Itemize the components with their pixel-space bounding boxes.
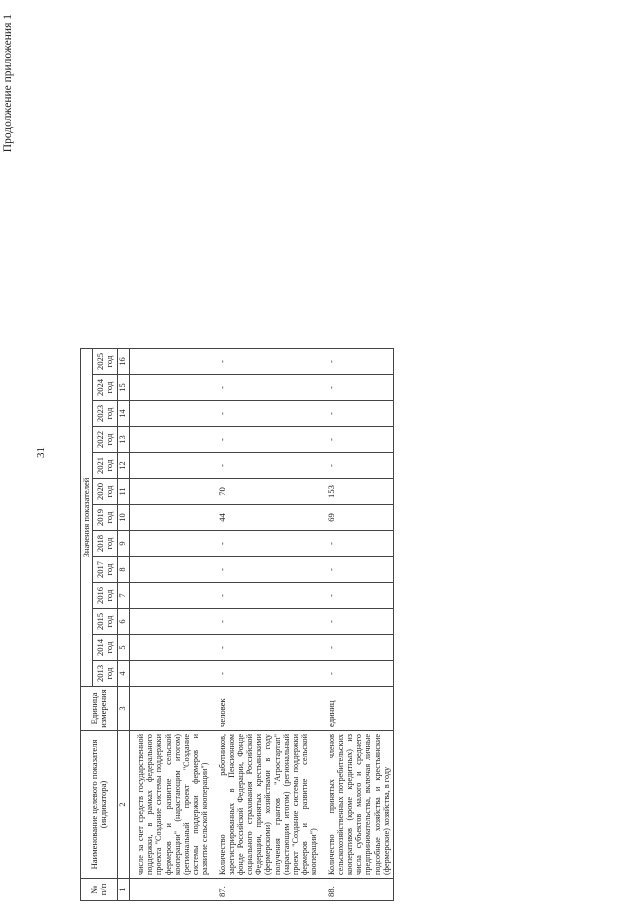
value-cell: - — [212, 661, 321, 687]
value-cell: - — [321, 661, 394, 687]
value-cell: - — [212, 583, 321, 609]
year-header-2024 — [93, 375, 118, 401]
year-value: 2022 — [95, 430, 106, 449]
value-cell: - — [212, 635, 321, 661]
column-number: 10 — [118, 505, 130, 531]
row-number: 87. — [212, 879, 321, 901]
column-number: 15 — [118, 375, 130, 401]
year-value: 2020 — [95, 482, 106, 501]
year-unit: год — [104, 381, 114, 394]
indicator-name: Количество принятых членов сельскохозяйственных потребительских кооперативов (кроме кредитных) из числа субъектов малого и среднего предпринимательства, включая личные подсобные хозяйства и крестьянские (фермерские) хозяйства, в году — [321, 731, 394, 879]
value-cell: - — [212, 609, 321, 635]
year-value: 2015 — [95, 612, 106, 631]
year-unit: год — [104, 563, 114, 576]
year-unit: год — [104, 407, 114, 420]
column-number: 16 — [118, 349, 130, 375]
value-cell: - — [212, 375, 321, 401]
year-unit: год — [104, 485, 114, 498]
column-number: 3 — [118, 687, 130, 731]
column-number: 8 — [118, 557, 130, 583]
year-header-2023 — [93, 401, 118, 427]
unit-cell: человек — [212, 687, 321, 731]
year-unit: год — [104, 511, 114, 524]
table-row — [321, 349, 394, 901]
header-name: Наименование целевого показателя (индикатора) — [81, 731, 118, 879]
year-value: 2021 — [95, 456, 106, 475]
year-unit: год — [104, 537, 114, 550]
value-cell: 44 — [212, 505, 321, 531]
column-number: 2 — [118, 731, 130, 879]
value-cell: - — [321, 427, 394, 453]
column-number: 14 — [118, 401, 130, 427]
value-cell: - — [321, 349, 394, 375]
year-header-2015 — [93, 609, 118, 635]
column-number: 12 — [118, 453, 130, 479]
year-value: 2023 — [95, 404, 106, 423]
year-value: 2016 — [95, 586, 106, 605]
value-cell — [130, 557, 212, 583]
year-header-2019 — [93, 505, 118, 531]
value-cell: - — [212, 531, 321, 557]
column-number: 5 — [118, 635, 130, 661]
header-unit: Единица измерения — [81, 687, 118, 731]
table-row — [130, 349, 212, 901]
year-header-2013 — [93, 661, 118, 687]
page-number: 31 — [35, 447, 47, 458]
year-value: 2024 — [95, 378, 106, 397]
value-cell — [130, 531, 212, 557]
value-cell: - — [212, 349, 321, 375]
value-cell: 70 — [212, 479, 321, 505]
year-header-2025 — [93, 349, 118, 375]
value-cell: 153 — [321, 479, 394, 505]
year-unit: год — [104, 433, 114, 446]
value-cell: - — [321, 609, 394, 635]
value-cell: - — [212, 427, 321, 453]
column-number: 4 — [118, 661, 130, 687]
continuation-label: Продолжение приложения 1 — [2, 14, 14, 153]
year-value: 2017 — [95, 560, 106, 579]
value-cell — [130, 427, 212, 453]
year-header-2018 — [93, 531, 118, 557]
unit-cell — [130, 687, 212, 731]
year-header-2021 — [93, 453, 118, 479]
year-unit: год — [104, 667, 114, 680]
column-number: 13 — [118, 427, 130, 453]
year-value: 2025 — [95, 352, 106, 371]
year-value: 2013 — [95, 664, 106, 683]
header-no: № п/п — [81, 879, 118, 901]
value-cell: - — [321, 531, 394, 557]
value-cell — [130, 349, 212, 375]
value-cell — [130, 661, 212, 687]
year-header-2017 — [93, 557, 118, 583]
row-number — [130, 879, 212, 901]
indicator-name: Количество работников, зарегистрированных в Пенсионном фонде Российской Федерации, Фонде социального страхования Российской Федерации, принятых крестьянскими (фермерскими) хозяйствами в году получения грантов "Агростартап" (нарастающим итогом) (региональный проект "Создание системы поддержки фермеров и развитие сельской кооперации") — [212, 731, 321, 879]
column-number: 7 — [118, 583, 130, 609]
column-number: 11 — [118, 479, 130, 505]
year-value: 2018 — [95, 534, 106, 553]
year-unit: год — [104, 589, 114, 602]
value-cell: - — [321, 453, 394, 479]
value-cell: - — [321, 375, 394, 401]
value-cell: - — [321, 557, 394, 583]
indicator-name: числе за счет средств государственной поддержки, в рамках федерального проекта "Создание системы поддержки фермеров и развитие сельской кооперации" (нарастающим итогом) (региональный проект "Создание системы поддержки фермеров и развитие сельской кооперации") — [130, 731, 212, 879]
table-row — [212, 349, 321, 901]
value-cell: - — [321, 635, 394, 661]
value-cell: - — [212, 453, 321, 479]
value-cell — [130, 375, 212, 401]
value-cell — [130, 401, 212, 427]
value-cell — [130, 453, 212, 479]
value-cell: - — [212, 401, 321, 427]
year-unit: год — [104, 615, 114, 628]
column-number: 1 — [118, 879, 130, 901]
year-unit: год — [104, 355, 114, 368]
value-cell — [130, 583, 212, 609]
column-number: 6 — [118, 609, 130, 635]
value-cell: 69 — [321, 505, 394, 531]
value-cell — [130, 505, 212, 531]
year-unit: год — [104, 641, 114, 654]
year-value: 2014 — [95, 638, 106, 657]
year-value: 2019 — [95, 508, 106, 527]
year-header-2022 — [93, 427, 118, 453]
year-header-2014 — [93, 635, 118, 661]
value-cell — [130, 635, 212, 661]
column-number-row — [118, 349, 130, 901]
value-cell: - — [321, 401, 394, 427]
unit-cell: единиц — [321, 687, 394, 731]
value-cell: - — [212, 557, 321, 583]
year-header-2016 — [93, 583, 118, 609]
value-cell: - — [321, 583, 394, 609]
value-cell — [130, 479, 212, 505]
header-values-group: Значения показателей — [81, 349, 93, 687]
value-cell — [130, 609, 212, 635]
indicator-table — [80, 348, 394, 901]
column-number: 9 — [118, 531, 130, 557]
year-header-2020 — [93, 479, 118, 505]
row-number: 88. — [321, 879, 394, 901]
year-unit: год — [104, 459, 114, 472]
